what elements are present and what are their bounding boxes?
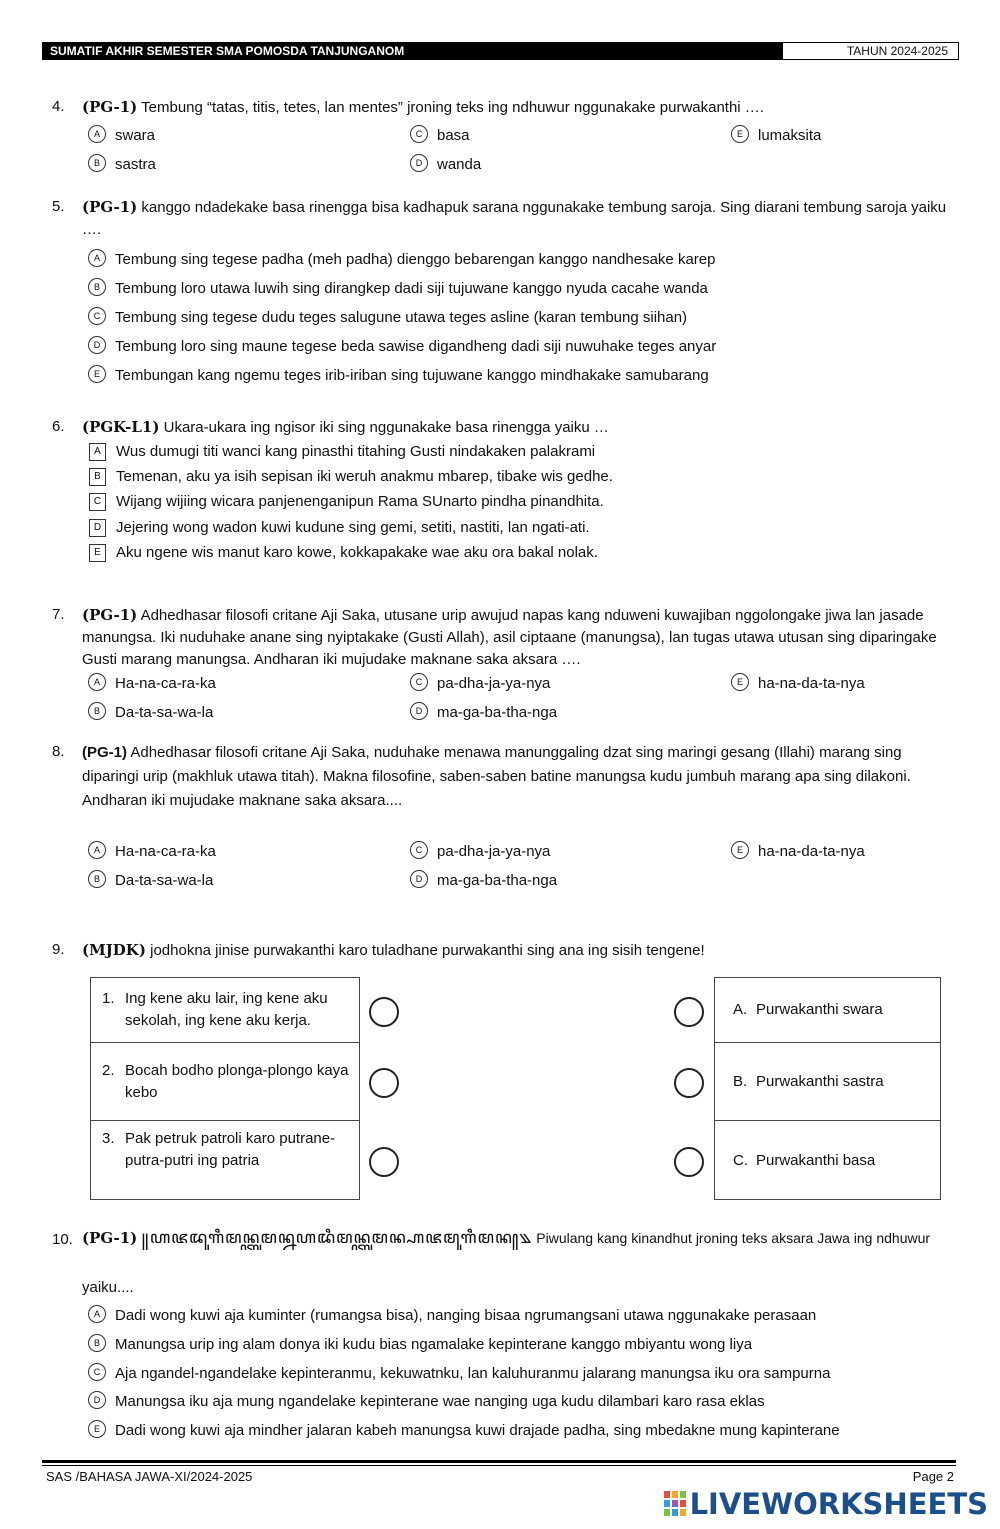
match-item-letter: C. (733, 1152, 748, 1169)
option-text: wanda (437, 156, 482, 173)
match-connector-right-c[interactable] (674, 1147, 704, 1177)
question-5-text (82, 196, 954, 241)
option-letter-icon[interactable]: A (88, 673, 106, 691)
question-prompt: jodhokna jinise purwakanthi karo tuladhane purwakanthi sing ana ing sisih tengene! (150, 942, 705, 959)
option-letter-icon[interactable]: E (88, 365, 106, 383)
option-d[interactable] (410, 870, 557, 892)
option-letter-icon[interactable]: D (410, 870, 428, 888)
question-tag: (PG-1) (82, 98, 138, 116)
liveworksheets-logo-icon (664, 1491, 686, 1517)
option-text: Tembung sing tegese dudu teges salugune utawa teges asline (karan tembung siihan) (115, 309, 688, 326)
option-text: pa-dha-ja-ya-nya (437, 843, 551, 860)
question-number: 8. (52, 743, 65, 760)
option-text: ha-na-da-ta-nya (758, 843, 865, 860)
match-item-number: 3. (102, 1130, 115, 1147)
option-b[interactable] (88, 1334, 752, 1356)
question-8-text (82, 741, 954, 813)
question-tag: (PG-1) (82, 606, 138, 624)
option-text: Ha-na-ca-ra-ka (115, 843, 216, 860)
option-text: Tembung loro sing maune tegese beda sawise digandheng dadi siji nuwuhake teges anyar (115, 338, 717, 355)
option-text: Manungsa urip ing alam donya iki kudu bias ngamalake kepinterane kanggo mbiyantu wong liya (115, 1336, 753, 1353)
match-item-letter: A. (733, 1001, 748, 1018)
option-text: Dadi wong kuwi aja mindher jalaran kabeh manungsa kuwi drajade padha, sing mbedakne mung kapinterane (115, 1422, 840, 1439)
option-d[interactable] (88, 336, 716, 358)
header-year: TAHUN 2024-2025 (782, 42, 959, 60)
question-prompt: Ukara-ukara ing ngisor iki sing nggunakake basa rinengga yaiku … (163, 419, 609, 436)
match-item-text: Ing kene aku lair, ing kene aku sekolah, ing kene aku kerja. (125, 990, 328, 1029)
match-item-letter: B. (733, 1073, 748, 1090)
option-letter-icon[interactable]: A (89, 443, 106, 461)
question-number: 6. (52, 418, 65, 435)
option-text: basa (437, 127, 470, 144)
question-prompt: kanggo ndadekake basa rinengga bisa kadhapuk sarana nggunakake tembung saroja. Sing diarani tembung saroja yaiku …. (82, 199, 947, 238)
question-tag: (MJDK) (82, 941, 146, 959)
footer-page-number: Page 2 (912, 1469, 954, 1484)
question-9-text (82, 939, 954, 962)
option-b[interactable] (88, 870, 213, 892)
question-prompt: Adhedhasar filosofi critane Aji Saka, nuduhake menawa manunggaling dzat sing maringi gesang (Illahi) marang sing diparingi urip (makhluk utawa titah). Makna filosofine, saben-saben batine manungsa kudu jumbuh marang apa sing dilakoni. Andharan iki mujudake maknane saka aksara.... (82, 744, 911, 809)
option-text: ha-na-da-ta-nya (758, 675, 865, 692)
match-item-text: Purwakanthi swara (756, 1001, 883, 1018)
match-item-text: Purwakanthi basa (756, 1152, 876, 1169)
option-text: Wijang wijiing wicara panjenenganipun Rama SUnarto pindha pinandhita. (116, 493, 604, 510)
option-a[interactable] (88, 1305, 816, 1327)
option-b[interactable] (89, 466, 613, 488)
question-6-text (82, 416, 954, 439)
option-letter-icon[interactable]: B (88, 1334, 106, 1352)
footer-course-code: SAS /BAHASA JAWA-XI/2024-2025 (46, 1469, 253, 1484)
option-text: swara (115, 127, 156, 144)
option-letter-icon[interactable]: B (88, 702, 106, 720)
option-text: Aku ngene wis manut karo kowe, kokkapakake wae aku ora bakal nolak. (116, 544, 598, 561)
match-left-item-2 (90, 1042, 360, 1121)
option-a[interactable] (88, 249, 715, 271)
option-text: Aja ngandel-ngandelake kepinteranmu, kekuwatnku, lan kaluhuranmu jalarang manungsa iku ora sampurna (115, 1365, 831, 1382)
question-number: 5. (52, 198, 65, 215)
option-b[interactable] (88, 278, 708, 300)
option-letter-icon[interactable]: B (88, 278, 106, 296)
question-4-text (82, 96, 954, 119)
option-letter-icon[interactable]: C (89, 493, 106, 511)
liveworksheets-brand-text: LIVEWORKSHEETS (689, 1487, 988, 1521)
option-letter-icon[interactable]: C (410, 125, 428, 143)
option-c[interactable] (410, 841, 550, 863)
option-text: ma-ga-ba-tha-nga (437, 704, 558, 721)
option-e[interactable] (731, 673, 865, 695)
question-number: 9. (52, 941, 65, 958)
option-letter-icon[interactable]: D (410, 702, 428, 720)
footer-divider (42, 1460, 956, 1463)
question-prompt-continued: yaiku.... (82, 1279, 134, 1296)
option-letter-icon[interactable]: D (89, 519, 106, 537)
option-text: Tembungan kang ngemu teges irib-iriban sing tujuwane kanggo mindhakake samubarang (115, 367, 709, 384)
match-right-item-c (714, 1120, 941, 1200)
option-d[interactable] (89, 517, 590, 539)
option-letter-icon[interactable]: D (88, 336, 106, 354)
option-text: Ha-na-ca-ra-ka (115, 675, 216, 692)
option-b[interactable] (88, 702, 213, 724)
option-text: Jejering wong wadon kuwi kudune sing gemi, setiti, nastiti, lan ngati-ati. (116, 519, 590, 536)
header-title: SUMATIF AKHIR SEMESTER SMA POMOSDA TANJUNGANOM (42, 42, 782, 60)
match-connector-left-3[interactable] (369, 1147, 399, 1177)
option-c[interactable] (88, 1363, 830, 1385)
match-left-item-3 (90, 1120, 360, 1200)
option-e[interactable] (731, 125, 821, 147)
footer-divider-thin (42, 1465, 956, 1466)
question-prompt: Adhedhasar filosofi critane Aji Saka, utusane urip awujud napas kang nduweni kuwajiban nggolongake jiwa lan jasade manungsa. Iki nuduhake anane sing nyiptakake (Gusti Allah), asil ciptaane (manungsa), lan tugas utawa utusan sing diparingake Gusti marang manungsa. Andharan iki mujudake maknane saka aksara …. (82, 607, 937, 668)
option-letter-icon[interactable]: D (88, 1391, 106, 1409)
option-e[interactable] (731, 841, 865, 863)
question-tag: (PGK-L1) (82, 418, 160, 436)
question-prompt: Piwulang kang kinandhut jroning teks aksara Jawa ing ndhuwur (536, 1230, 931, 1246)
option-d[interactable] (410, 154, 481, 176)
question-prompt: Tembung “tatas, titis, tetes, lan mentes” jroning teks ing ndhuwur nggunakake purwakanthi …. (141, 99, 764, 116)
option-letter-icon[interactable]: C (88, 307, 106, 325)
option-text: sastra (115, 156, 156, 173)
option-c[interactable] (89, 491, 604, 513)
option-text: Wus dumugi titi wanci kang pinasthi titahing Gusti nindakaken palakrami (116, 443, 596, 460)
option-letter-icon[interactable]: C (410, 673, 428, 691)
option-b[interactable] (88, 154, 156, 176)
match-item-number: 2. (102, 1062, 115, 1079)
match-item-text: Bocah bodho plonga-plongo kaya kebo (125, 1062, 349, 1101)
option-c[interactable] (410, 125, 470, 147)
match-connector-right-b[interactable] (674, 1068, 704, 1098)
option-text: Da-ta-sa-wa-la (115, 704, 214, 721)
liveworksheets-logo[interactable] (664, 1487, 988, 1521)
option-letter-icon[interactable]: C (410, 841, 428, 859)
question-number: 10. (52, 1231, 73, 1248)
option-letter-icon[interactable]: E (88, 1420, 106, 1438)
option-text: ma-ga-ba-tha-nga (437, 872, 558, 889)
question-number: 4. (52, 98, 65, 115)
option-a[interactable] (88, 841, 216, 863)
option-letter-icon[interactable]: A (88, 841, 106, 859)
option-c[interactable] (410, 673, 550, 695)
question-number: 7. (52, 606, 65, 623)
question-7-text (82, 604, 954, 671)
option-e[interactable] (89, 542, 598, 564)
match-item-text: Purwakanthi sastra (756, 1073, 884, 1090)
match-connector-left-2[interactable] (369, 1068, 399, 1098)
match-item-text: Pak petruk patroli karo putrane-putra-putri ing patria (125, 1130, 336, 1169)
question-10-text (82, 1227, 954, 1250)
question-tag: (PG-1) (82, 198, 138, 216)
match-item-number: 1. (102, 990, 115, 1007)
option-letter-icon[interactable]: E (731, 125, 749, 143)
option-text: Temenan, aku ya isih sepisan iki weruh anakmu mbarep, tibake wis gedhe. (116, 468, 613, 485)
option-text: lumaksita (758, 127, 822, 144)
match-left-item-1 (90, 977, 360, 1043)
option-letter-icon[interactable]: B (89, 468, 106, 486)
option-letter-icon[interactable]: B (88, 154, 106, 172)
option-letter-icon[interactable]: A (88, 1305, 106, 1323)
match-connector-left-1[interactable] (369, 997, 399, 1027)
option-e[interactable] (88, 365, 709, 387)
option-letter-icon[interactable]: E (731, 673, 749, 691)
option-e[interactable] (88, 1420, 840, 1442)
option-letter-icon[interactable]: A (88, 125, 106, 143)
match-connector-right-a[interactable] (674, 997, 704, 1027)
option-text: Tembung sing tegese padha (meh padha) dienggo bebarengan kanggo nandhesake karep (115, 251, 716, 268)
option-a[interactable] (88, 125, 155, 147)
javanese-script-text: ꧋ꦲꦗꦢꦸꦒꦶꦩꦤ꧀ꦠꦸꦩꦤ꧀ꦤꦲꦢꦶꦩꦤ꧀ꦠꦸꦩꦤ꧀ꦲꦗꦩꦸꦒꦶꦩꦤ꧀꧉ (141, 1228, 533, 1248)
option-letter-icon[interactable]: E (89, 544, 106, 562)
option-a[interactable] (88, 673, 216, 695)
option-letter-icon[interactable]: B (88, 870, 106, 888)
option-a[interactable] (89, 441, 595, 463)
option-text: Da-ta-sa-wa-la (115, 872, 214, 889)
option-letter-icon[interactable]: E (731, 841, 749, 859)
option-d[interactable] (410, 702, 557, 724)
question-tag: (PG-1) (82, 1229, 138, 1247)
match-right-item-a (714, 977, 941, 1043)
option-text: Dadi wong kuwi aja kuminter (rumangsa bisa), nanging bisaa ngrumangsani utawa nggunakake perasaan (115, 1307, 817, 1324)
option-c[interactable] (88, 307, 687, 329)
option-d[interactable] (88, 1391, 765, 1413)
option-letter-icon[interactable]: A (88, 249, 106, 267)
option-text: Manungsa iku aja mung ngandelake kepinterane wae nanging uga kudu dilambari karo rasa eklas (115, 1393, 765, 1410)
question-tag: (PG-1) (82, 744, 127, 761)
option-letter-icon[interactable]: D (410, 154, 428, 172)
match-right-item-b (714, 1042, 941, 1121)
option-letter-icon[interactable]: C (88, 1363, 106, 1381)
option-text: pa-dha-ja-ya-nya (437, 675, 551, 692)
option-text: Tembung loro utawa luwih sing dirangkep dadi siji tujuwane kanggo nyuda cacahe wanda (115, 280, 708, 297)
